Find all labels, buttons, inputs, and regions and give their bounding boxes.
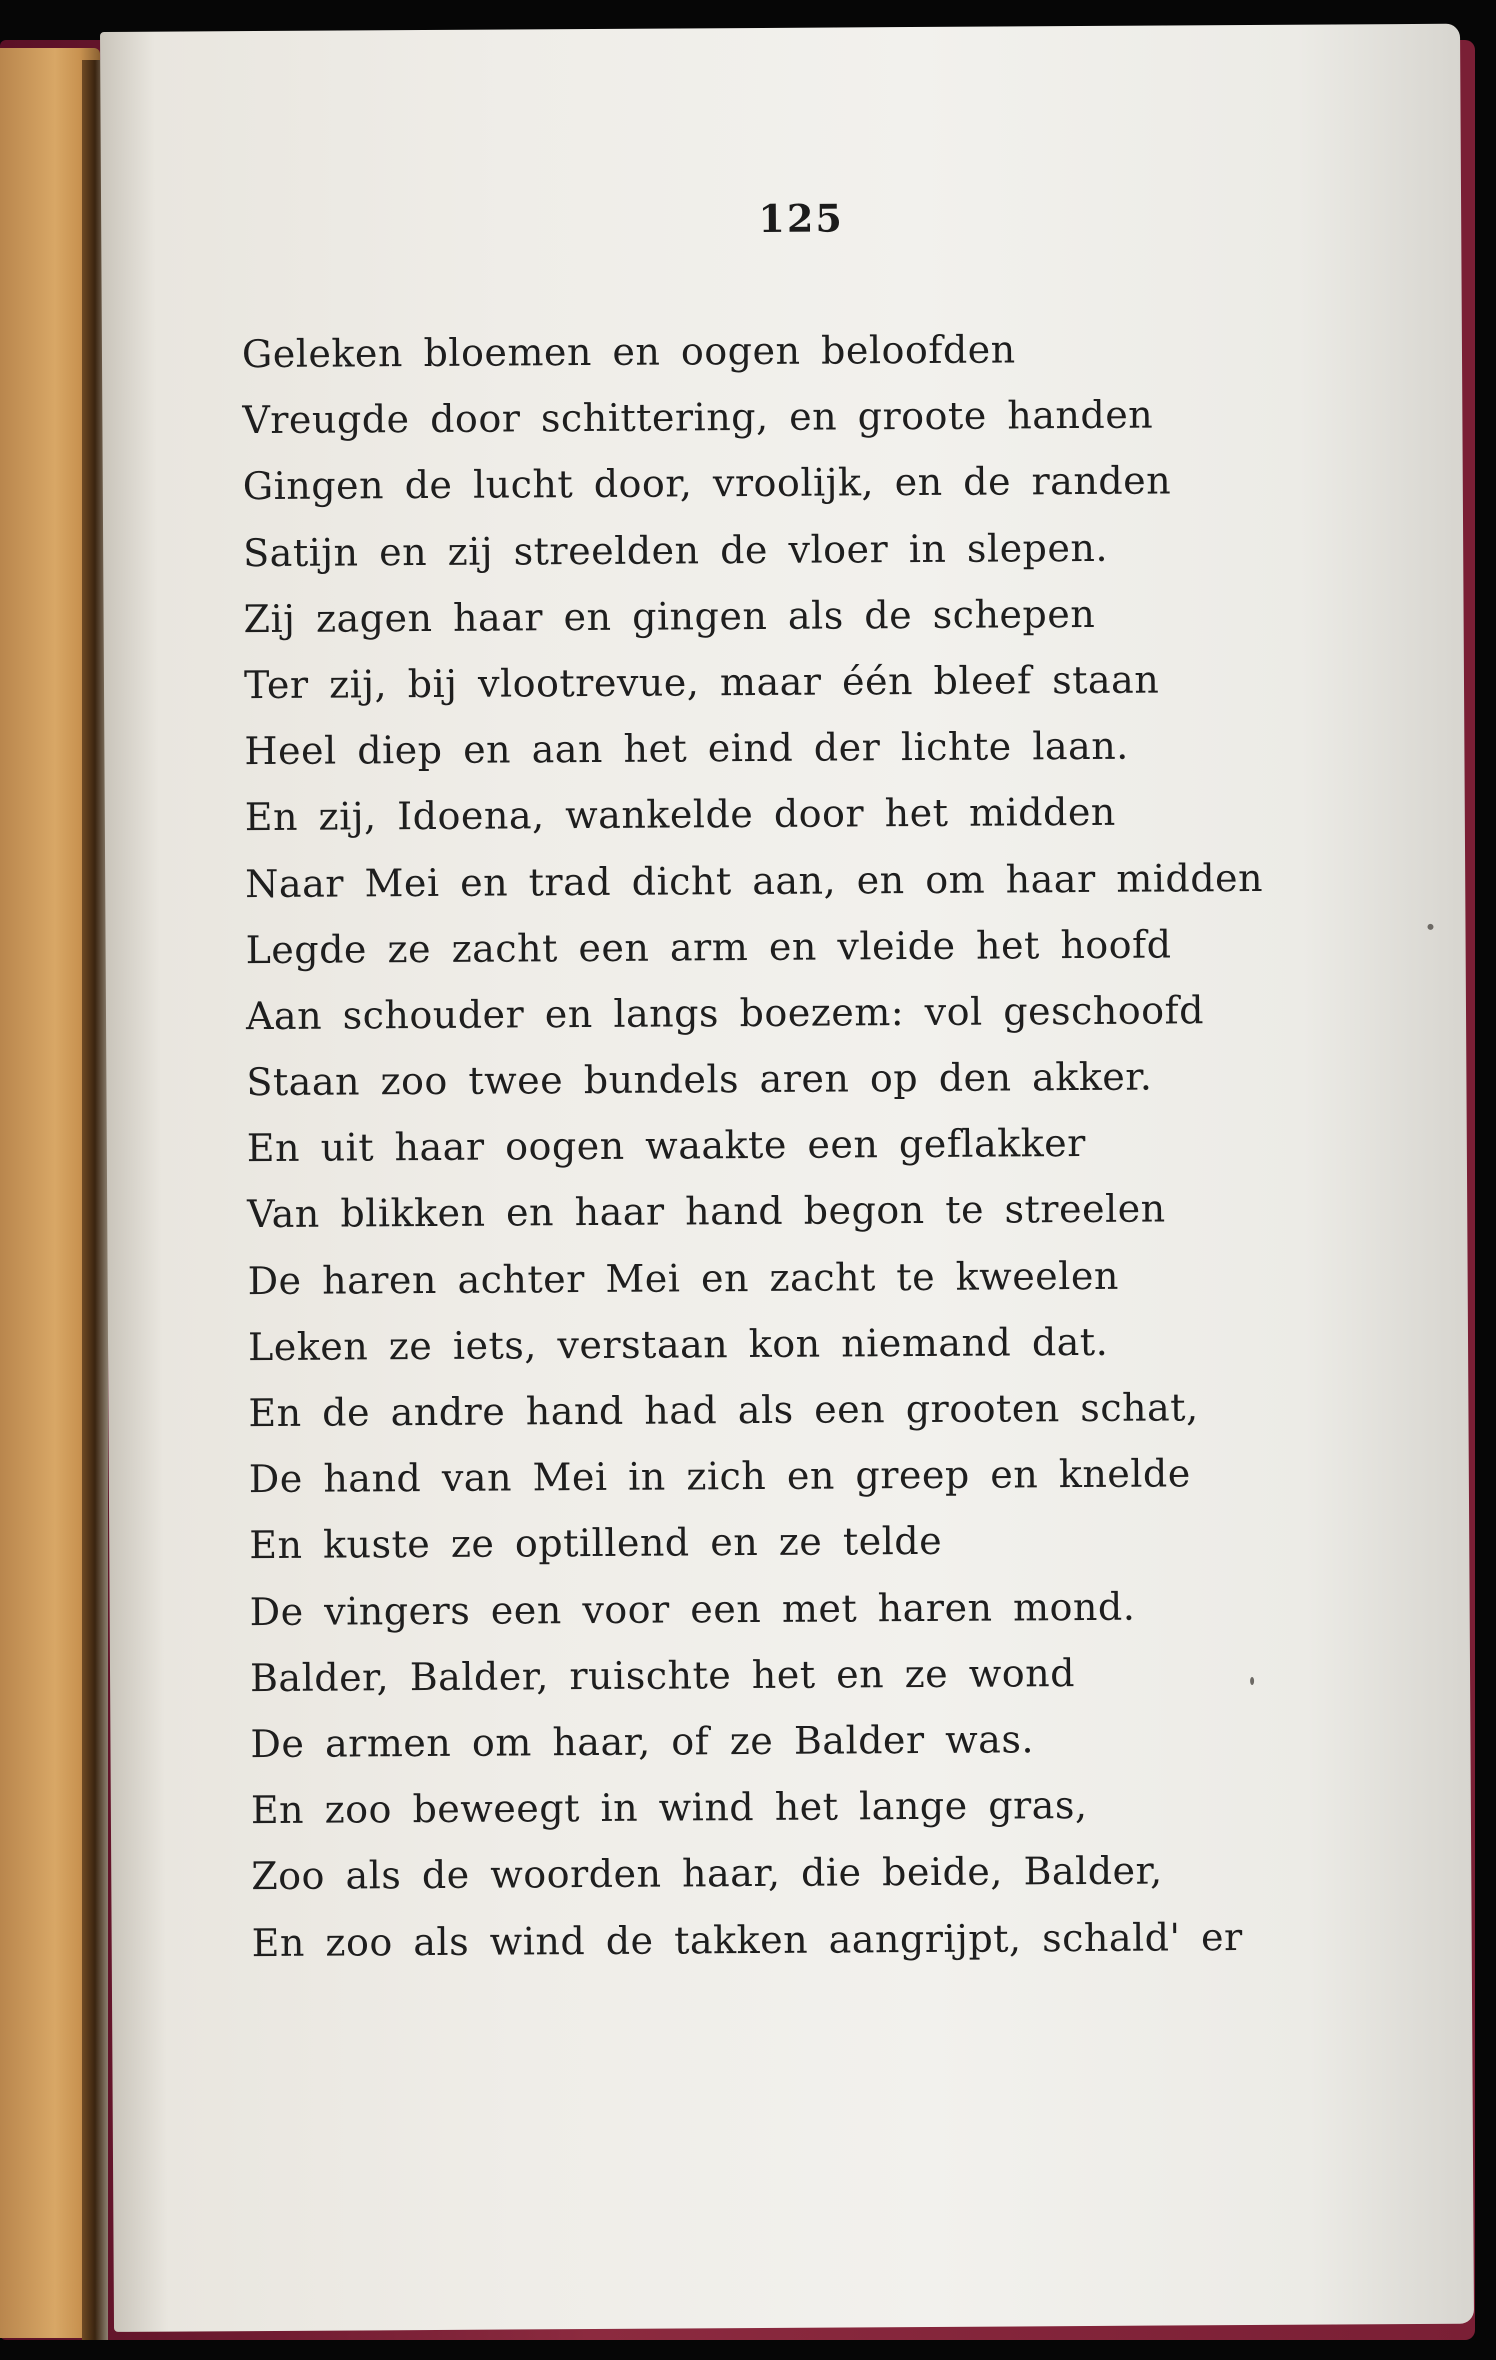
poem-line: De haren achter Mei en zacht te kweelen: [247, 1253, 1119, 1303]
poem-line: En de andre hand had als een grooten schat,: [248, 1385, 1199, 1436]
poem-line: De vingers een voor een met haren mond.: [249, 1584, 1136, 1634]
poem-line: De hand van Mei in zich en greep en knelde: [248, 1451, 1191, 1502]
poem-line: En zij, Idoena, wankelde door het midden: [244, 790, 1116, 840]
poem-line: En zoo als wind de takken aangrijpt, schald' er: [251, 1914, 1243, 1965]
poem-line: Aan schouder en langs boezem: vol geschoofd: [245, 988, 1205, 1039]
poem-line: Balder, Balder, ruischte het en ze wond: [249, 1650, 1076, 1700]
ink-speck: [1250, 1677, 1254, 1685]
poem-line: Geleken bloemen en oogen beloofden: [241, 327, 1016, 377]
poem-line: Staan zoo twee bundels aren op den akker.: [246, 1054, 1153, 1105]
poem-line: En uit haar oogen waakte een geflakker: [246, 1121, 1086, 1171]
poem-line: De armen om haar, of ze Balder was.: [250, 1717, 1035, 1767]
poem-line: Vreugde door schittering, en groote handen: [242, 392, 1154, 443]
page-number: 125: [758, 195, 844, 241]
poem-line: Leken ze iets, verstaan kon niemand dat.: [247, 1319, 1109, 1369]
poem-line: Satijn en zij streelden de vloer in slepen.: [243, 525, 1109, 575]
poem-line: En zoo beweegt in wind het lange gras,: [250, 1783, 1088, 1833]
poem-line: Legde ze zacht een arm en vleide het hoofd: [245, 922, 1172, 972]
poem-line: Van blikken en haar hand begon te streelen: [247, 1186, 1166, 1237]
poem-line: Naar Mei en trad dicht aan, en om haar midden: [245, 855, 1264, 906]
poem-line: Heel diep en aan het eind der lichte laan.: [244, 723, 1129, 774]
poem-line: Gingen de lucht door, vroolijk, en de randen: [242, 458, 1172, 509]
ink-speck: [1427, 924, 1433, 930]
poem-line: Zoo als de woorden haar, die beide, Balder,: [251, 1848, 1163, 1899]
book-page: [100, 24, 1474, 2332]
poem-text: [242, 314, 1432, 1976]
poem-line: En kuste ze optillend en ze telde: [249, 1519, 943, 1568]
poem-line: Zij zagen haar en gingen als de schepen: [243, 591, 1096, 641]
poem-line: Ter zij, bij vlootrevue, maar één bleef staan: [243, 657, 1160, 708]
